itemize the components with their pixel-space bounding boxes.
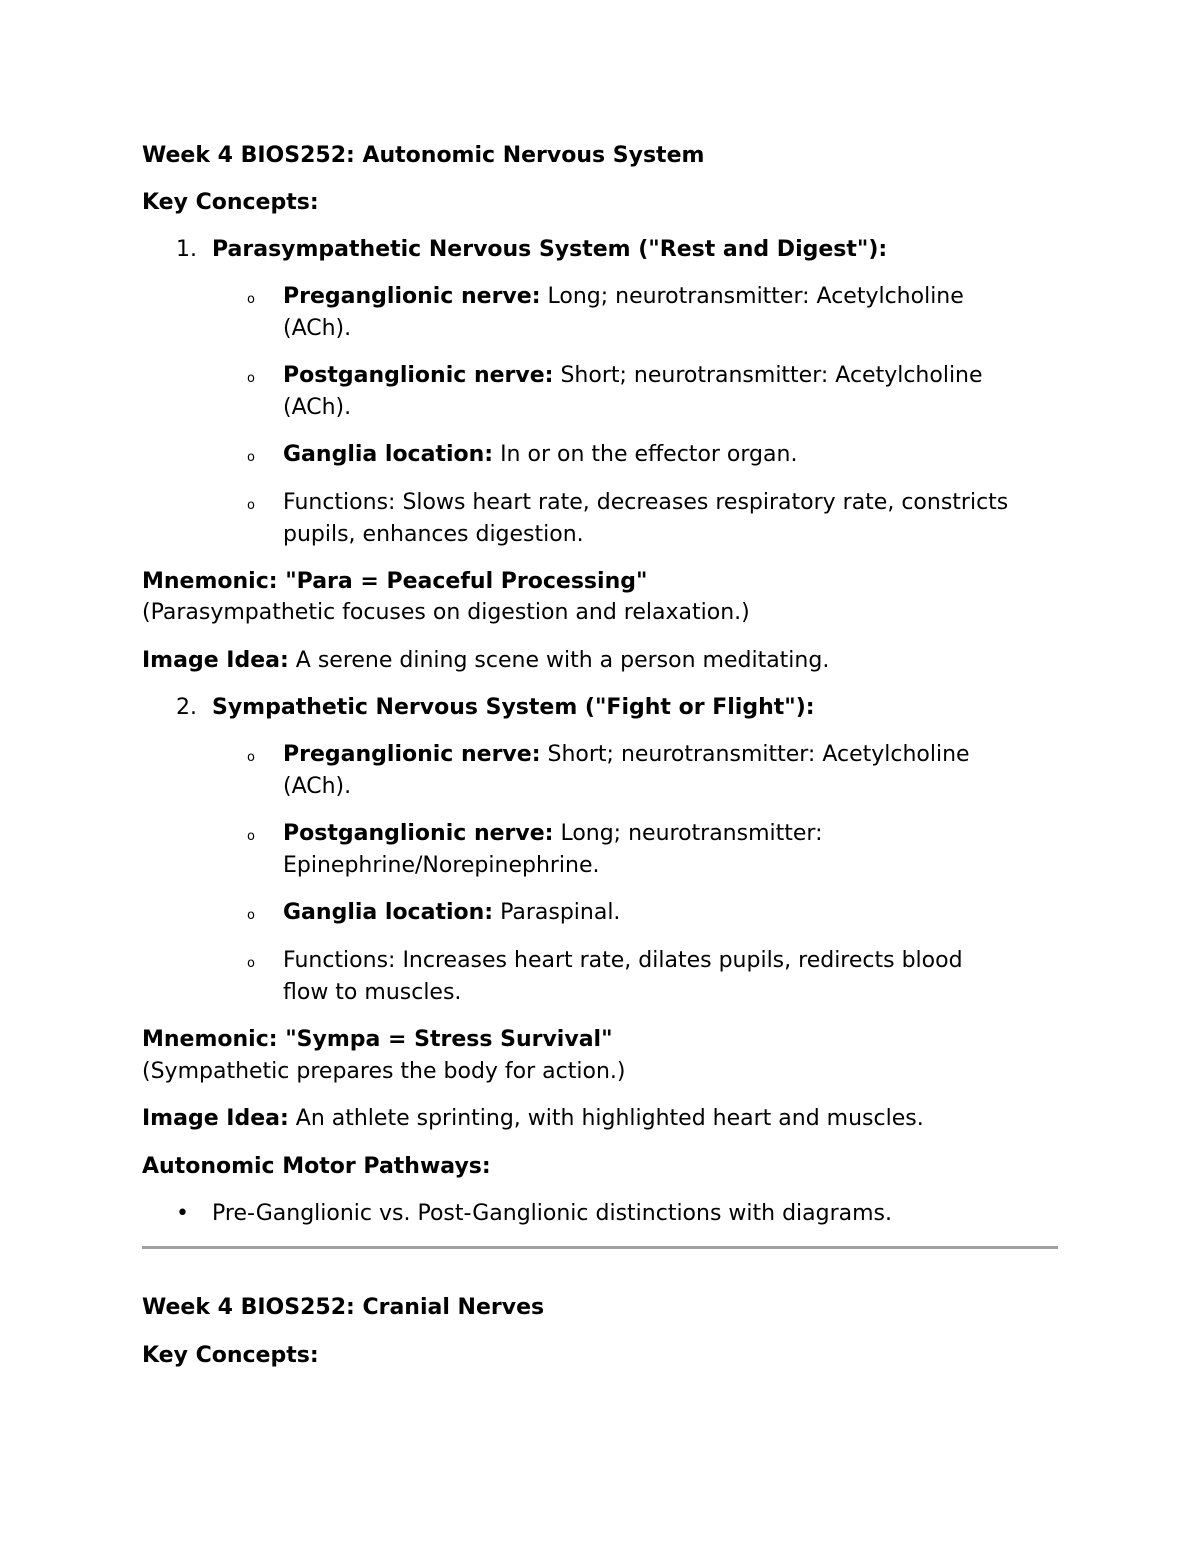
bullet-text: Long; neurotransmitter: Acetylcholine [540,284,964,309]
image-idea-label: Image Idea: [142,648,289,673]
mnemonic-note-para: (Parasympathetic focuses on digestion and relaxation.) [142,600,750,625]
circle-bullet-icon: o [247,829,255,844]
list-number-2: 2. [176,695,197,720]
bullet-text: Functions: Slows heart rate, decreases respiratory rate, constricts [283,490,1009,515]
dot-bullet-icon: • [176,1201,189,1226]
horizontal-divider [142,1246,1058,1249]
bullet-text: Short; neurotransmitter: Acetylcholine [553,363,983,388]
pathways-heading: Autonomic Motor Pathways: [142,1154,491,1179]
section-title-cranial: Week 4 BIOS252: Cranial Nerves [142,1295,545,1320]
mnemonic-sympa: Mnemonic: "Sympa = Stress Survival" [142,1027,613,1052]
list-item [283,818,1073,882]
bullet-text: In or on the effector organ. [493,442,798,467]
list-item [283,281,1073,345]
image-idea-sympa [142,1103,1062,1135]
circle-bullet-icon: o [247,371,255,386]
bullet-label: Ganglia location: [283,900,494,925]
bullet-text: Paraspinal. [493,900,621,925]
bullet-text-continued: pupils, enhances digestion. [283,522,584,547]
circle-bullet-icon: o [247,292,255,307]
pathways-bullet: Pre-Ganglionic vs. Post-Ganglionic distinctions with diagrams. [212,1201,893,1226]
section-title-autonomic: Week 4 BIOS252: Autonomic Nervous System [142,143,705,168]
image-idea-label: Image Idea: [142,1106,289,1131]
sympathetic-heading: Sympathetic Nervous System ("Fight or Flight"): [212,695,815,720]
bullet-text-continued: Epinephrine/Norepinephrine. [283,853,600,878]
bullet-text-continued: flow to muscles. [283,980,462,1005]
bullet-label: Postganglionic nerve: [283,363,554,388]
mnemonic-para: Mnemonic: "Para = Peaceful Processing" [142,569,648,594]
bullet-text-continued: (ACh). [283,395,352,420]
list-item [283,897,1073,929]
list-item [283,487,1073,551]
image-idea-text: A serene dining scene with a person meditating. [288,648,830,673]
list-item [283,360,1073,424]
circle-bullet-icon: o [247,498,255,513]
image-idea-para [142,645,1062,677]
list-item [283,739,1073,803]
bullet-text: Functions: Increases heart rate, dilates pupils, redirects blood [283,948,963,973]
bullet-text-continued: (ACh). [283,316,352,341]
bullet-text: Short; neurotransmitter: Acetylcholine [540,742,970,767]
bullet-text: Long; neurotransmitter: [553,821,823,846]
key-concepts-heading-2: Key Concepts: [142,1343,319,1368]
bullet-text-continued: (ACh). [283,774,352,799]
bullet-label: Postganglionic nerve: [283,821,554,846]
mnemonic-note-sympa: (Sympathetic prepares the body for action.) [142,1059,626,1084]
circle-bullet-icon: o [247,908,255,923]
bullet-label: Ganglia location: [283,442,494,467]
list-number-1: 1. [176,237,197,262]
bullet-label: Preganglionic nerve: [283,284,541,309]
list-item [283,439,1073,471]
key-concepts-heading: Key Concepts: [142,190,319,215]
bullet-label: Preganglionic nerve: [283,742,541,767]
circle-bullet-icon: o [247,450,255,465]
circle-bullet-icon: o [247,750,255,765]
image-idea-text: An athlete sprinting, with highlighted heart and muscles. [288,1106,924,1131]
list-item [283,945,1073,1009]
parasympathetic-heading: Parasympathetic Nervous System ("Rest and Digest"): [212,237,888,262]
circle-bullet-icon: o [247,956,255,971]
